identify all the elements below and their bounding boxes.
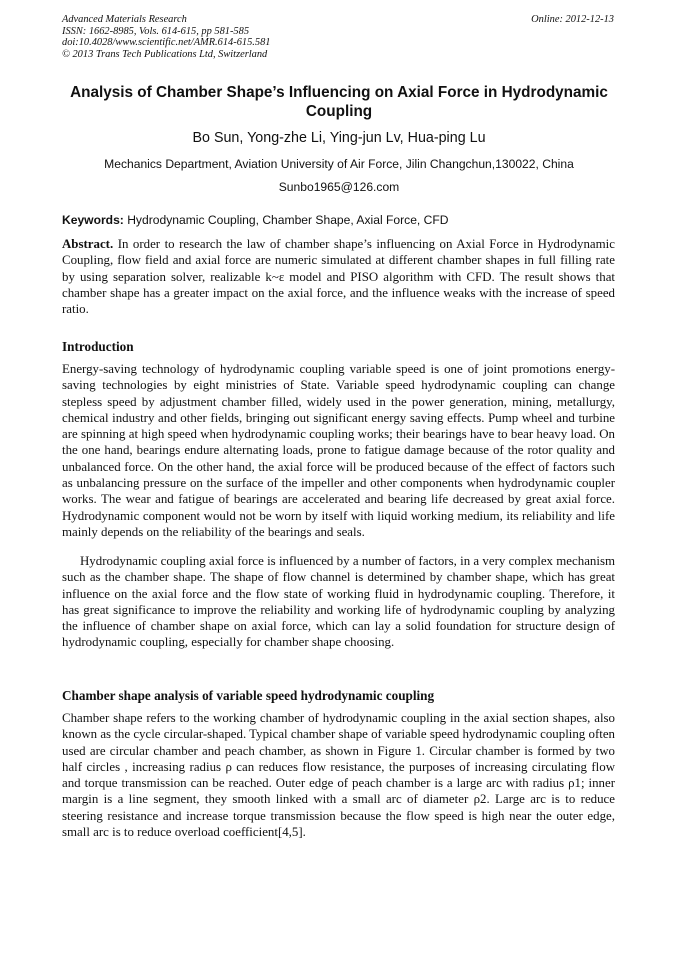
paper-title: Analysis of Chamber Shape’s Influencing on Axial Force in Hydrodynamic Coupling	[70, 84, 608, 120]
abstract-text: In order to research the law of chamber shape’s influencing on Axial Force in Hydrodynamic Coupling, flow field and axial force are numeric simulated at different chamber shapes in full filling rate by using separation solver, realizable k~ε model and PISO algorithm with CFD. The result shows that chamber shape has a greater impact on the axial force, and the influence weaks with the increase of speed ratio.	[62, 237, 615, 317]
journal-name: Advanced Materials Research	[62, 14, 187, 25]
author-email[interactable]: Sunbo1965@126.com	[278, 180, 400, 194]
online-date: Online: 2012-12-13	[531, 14, 614, 25]
copyright-line: © 2013 Trans Tech Publications Ltd, Switzerland	[62, 48, 268, 60]
publication-header	[62, 14, 270, 60]
author-list: Bo Sun, Yong-zhe Li, Ying-jun Lv, Hua-ping Lu	[192, 130, 486, 146]
abstract	[62, 236, 615, 317]
keywords-label: Keywords:	[62, 213, 124, 227]
keywords	[62, 213, 616, 227]
keywords-text: Hydrodynamic Coupling, Chamber Shape, Axial Force, CFD	[127, 213, 449, 227]
introduction-paragraph-1: Energy-saving technology of hydrodynamic coupling variable speed is one of joint promotions energy-saving technologies by eight ministries of State. Variable speed hydrodynamic coupling can change stepless speed by adjustment chamber filled, widely used in the power generation, mining, metallurgy, chemical industry and other fields, bringing out significant energy saving effects. Pump wheel and turbine are spinning at high speed when hydrodynamic coupling works; their bearings have to bear heavy load. On the one hand, bearings endure alternating loads, prone to fatigue damage because of the rotor quality and unbalanced force. On the other hand, the axial force will be produced because of the effect of factors such as unbalancing pressure on the surface of the impeller and other components when hydrodynamic coupler works. The wear and fatigue of bearings are accelerated and bearing life decreased by great axial force. Hydrodynamic component would not be worn by itself with liquid working medium, its reliability and life mainly depends on the reliability of the bearings and seals.	[62, 362, 615, 539]
introduction-paragraph-2: Hydrodynamic coupling axial force is influenced by a number of factors, in a very complex mechanism such as the chamber shape. The shape of flow channel is determined by chamber shape, which has great influence on the axial force and the flow state of working fluid in hydrodynamic coupling. Therefore, it has great significance to improve the reliability and working life of hydrodynamic coupling by analyzing the influence of chamber shape on axial force, which can lay a solid foundation for structure design of hydrodynamic coupling, especially for chamber shape choosing.	[62, 554, 615, 650]
affiliation: Mechanics Department, Aviation University of Air Force, Jilin Changchun,130022, China	[104, 157, 574, 171]
introduction-heading: Introduction	[62, 339, 134, 354]
abstract-label: Abstract.	[62, 237, 114, 251]
chamber-section-paragraph: Chamber shape refers to the working chamber of hydrodynamic coupling in the axial section shapes, also known as the cycle circular-shaped. Typical chamber shape of variable speed hydrodynamic coupling often used are circular chamber and peach chamber, as shown in Figure 1. Circular chamber is formed by two half circles , increasing radius ρ can reduces flow resistance, the purposes of increasing circulating flow and torque transmission can be reached. Outer edge of peach chamber is a large arc with radius ρ1; inner margin is a line segment, they smooth linked with a small arc of diameter ρ2. Large arc is to reduce steering resistance and increase torque transmission because the flow speed is high near the outer edge, small arc is to reduce overload coefficient[4,5].	[62, 711, 615, 840]
issn-line: ISSN: 1662-8985, Vols. 614-615, pp 581-585	[62, 25, 250, 37]
doi-line[interactable]: doi:10.4028/www.scientific.net/AMR.614-615.581	[62, 37, 271, 49]
chamber-section-heading: Chamber shape analysis of variable speed hydrodynamic coupling	[62, 688, 435, 703]
